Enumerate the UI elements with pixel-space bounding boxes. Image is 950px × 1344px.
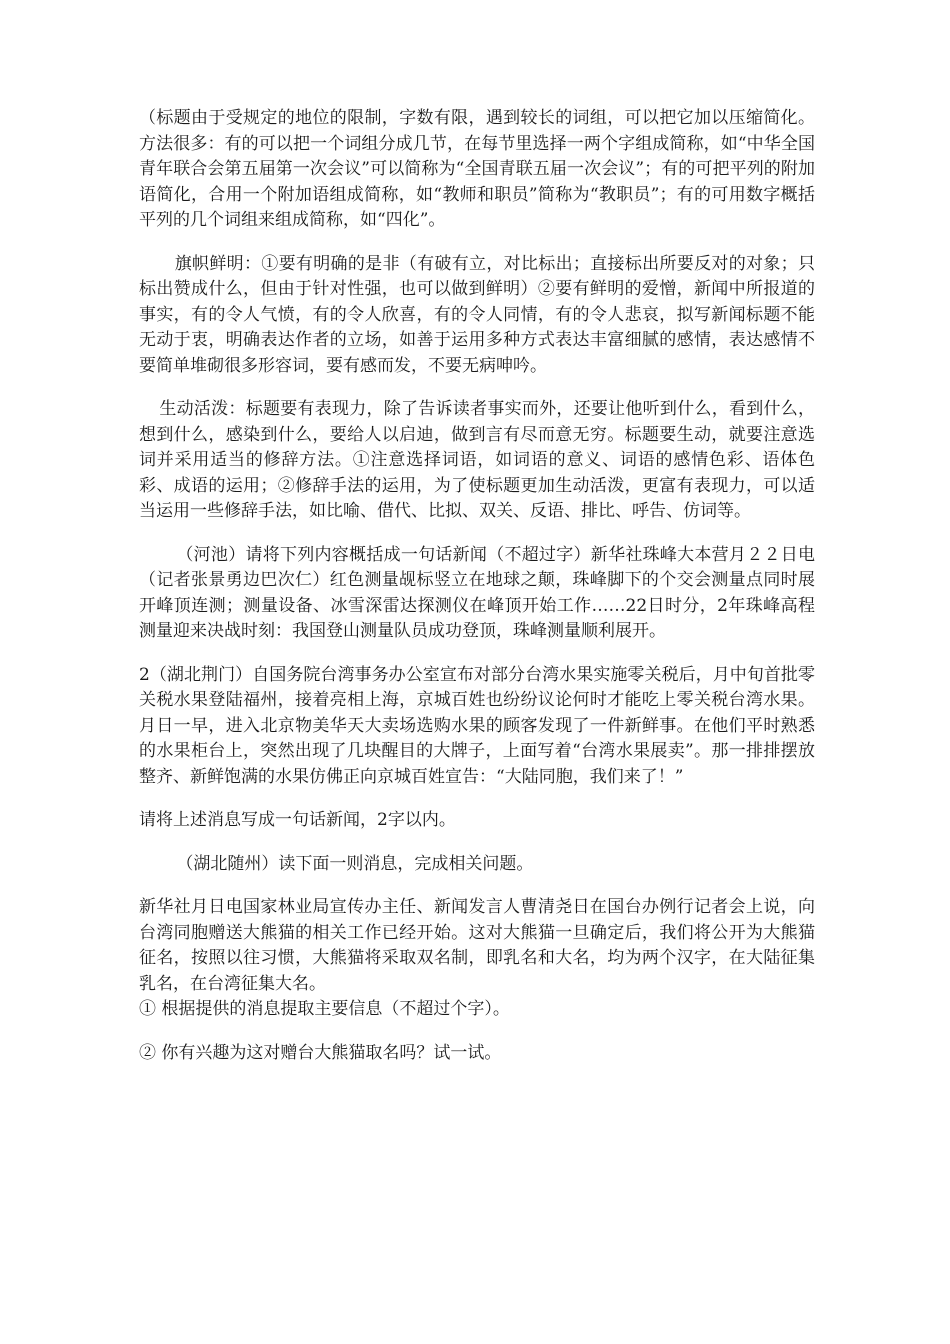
paragraph-hechi-question: （河池）请将下列内容概括成一句话新闻（不超过字）新华社珠峰大本营月２２日电（记者张景勇边巴次仁）红色测量觇标竖立在地球之颠，珠峰脚下的个交会测量点同时展开峰顶连测；测量设备、冰雪深雷达探测仪在峰顶开始工作……22日时分，2年珠峰高程测量迎来决战时刻：我国登山测量队员成功登顶，珠峰测量顺利展开。 (139, 544, 815, 641)
paragraph-jingmen-instruction: 请将上述消息写成一句话新闻，2字以内。 (139, 810, 456, 830)
question-item-1: ① 根据提供的消息提取主要信息（不超过个字）。 (139, 999, 510, 1019)
paragraph-lively: 生动活泼：标题要有表现力，除了告诉读者事实而外，还要让他听到什么，看到什么，想到什么，感染到什么，要给人以启迪，做到言有尽而意无穷。标题要生动，就要注意选词并采用适当的修辞方法。①注意选择词语，如词语的意义、词语的感情色彩、语体色彩、成语的运用；②修辞手法的运用，为了使标题更加生动活泼，更富有表现力，可以适当运用一些修辞手法，如比喻、借代、比拟、双关、反语、排比、呼告、仿词等。 (139, 399, 815, 521)
question-item-2: ② 你有兴趣为这对赠台大熊猫取名吗？试一试。 (139, 1042, 502, 1063)
document-page (139, 106, 815, 1084)
paragraph-jingmen-news: 2（湖北荆门）自国务院台湾事务办公室宣布对部分台湾水果实施零关税后，月中旬首批零关税水果登陆福州，接着亮相上海，京城百姓也纷纷议论何时才能吃上零关税台湾水果。月日一早，进入北京物美华天大卖场选购水果的顾客发现了一件新鲜事。在他们平时熟悉的水果柜台上，突然出现了几块醒目的大牌子，上面写着“台湾水果展卖”。那一排排摆放整齐、新鲜饱满的水果仿佛正向京城百姓宣告：“大陆同胞，我们来了！” (139, 664, 815, 787)
paragraph-clear-stance: 旗帜鲜明：①要有明确的是非（有破有立，对比标出；直接标出所要反对的对象；只标出赞成什么，但由于针对性强，也可以做到鲜明）②要有鲜明的爱憎，新闻中所报道的事实，有的令人气愤，有的令人欣喜，有的令人同情，有的令人悲哀，拟写新闻标题不能无动于衷，明确表达作者的立场，如善于运用多种方式表达丰富细腻的感情，表达感情不要简单堆砌很多形容词，要有感而发，不要无病呻吟。 (139, 253, 815, 376)
paragraph-panda-news: 新华社月日电国家林业局宣传办主任、新闻发言人曹清尧日在国台办例行记者会上说，向台湾同胞赠送大熊猫的相关工作已经开始。这对大熊猫一旦确定后，我们将公开为大熊猫征名，按照以往习惯，大熊猫将采取双名制，即乳名和大名，均为两个汉字，在大陆征集乳名，在台湾征集大名。 (139, 897, 815, 994)
paragraph-suizhou-question: （湖北随州）读下面一则消息，完成相关问题。 (176, 853, 534, 874)
paragraph-title-abbreviation: （标题由于受规定的地位的限制，字数有限，遇到较长的词组，可以把它加以压缩简化。方法很多：有的可以把一个词组分成几节，在每节里选择一两个字组成简称，如“中华全国青年联合会第五届第一次会议”可以简称为“全国青联五届一次会议”；有的可把平列的附加语简化，合用一个附加语组成简称，如“教师和职员”简称为“教职员”；有的可用数字概括平列的几个词组来组成简称，如“四化”。 (139, 108, 815, 230)
